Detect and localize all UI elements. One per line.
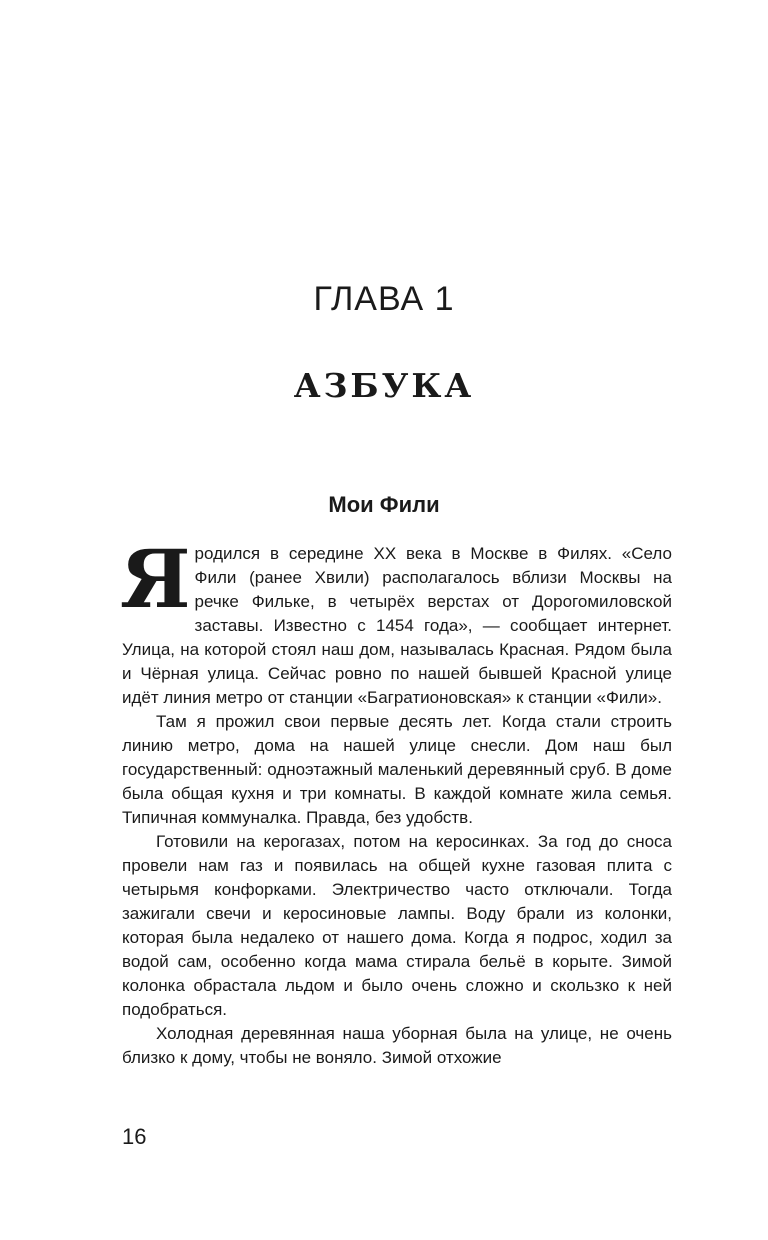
body-text: [120, 532, 672, 1070]
section-title: Мои Фили: [328, 492, 440, 517]
paragraph-2: Там я прожил свои первые десять лет. Когда стали строить линию метро, дома на нашей улице снесли. Дом наш был государственный: одноэтажный маленький деревянный сруб. В доме была общая кухня и три комнаты. В каждой комнате жила семья. Типичная коммуналка. Правда, без удобств.: [122, 712, 672, 827]
paragraph-3: Готовили на керогазах, потом на керосинках. За год до сноса провели нам газ и появилась на общей кухне газовая плита с четырьмя конфорками. Электричество часто отключали. Тогда зажигали свечи и керосиновые лампы. Воду брали из колонки, которая была недалеко от нашего дома. Когда я подрос, ходил за водой сам, особенно когда мама стирала бельё в корыте. Зимой колонка обрастала льдом и было очень сложно и скользко к ней подобраться.: [122, 832, 672, 1019]
paragraph-1: [120, 532, 672, 710]
paragraph-1-text: родился в середине XX века в Москве в Филях. «Село Фили (ранее Хвили) располагалось вблизи Москвы на речке Фильке, в четырёх верстах от Дорогомиловской заставы. Известно с 1454 года», — сообщает интернет. Улица, на которой стоял наш дом, называлась Красная. Рядом была и Чёрная улица. Сейчас ровно по нашей бывшей Красной улице идёт линия метро от станции «Багратионовская» к станции «Фили».: [122, 544, 672, 707]
drop-cap-letter: Я: [120, 532, 191, 626]
chapter-label: ГЛАВА 1: [313, 280, 455, 318]
chapter-title: АЗБУКА: [293, 366, 475, 405]
paragraph-4: Холодная деревянная наша уборная была на улице, не очень близко к дому, чтобы не воняло. Зимой отхожие: [122, 1024, 672, 1067]
page-number: 16: [122, 1124, 147, 1149]
